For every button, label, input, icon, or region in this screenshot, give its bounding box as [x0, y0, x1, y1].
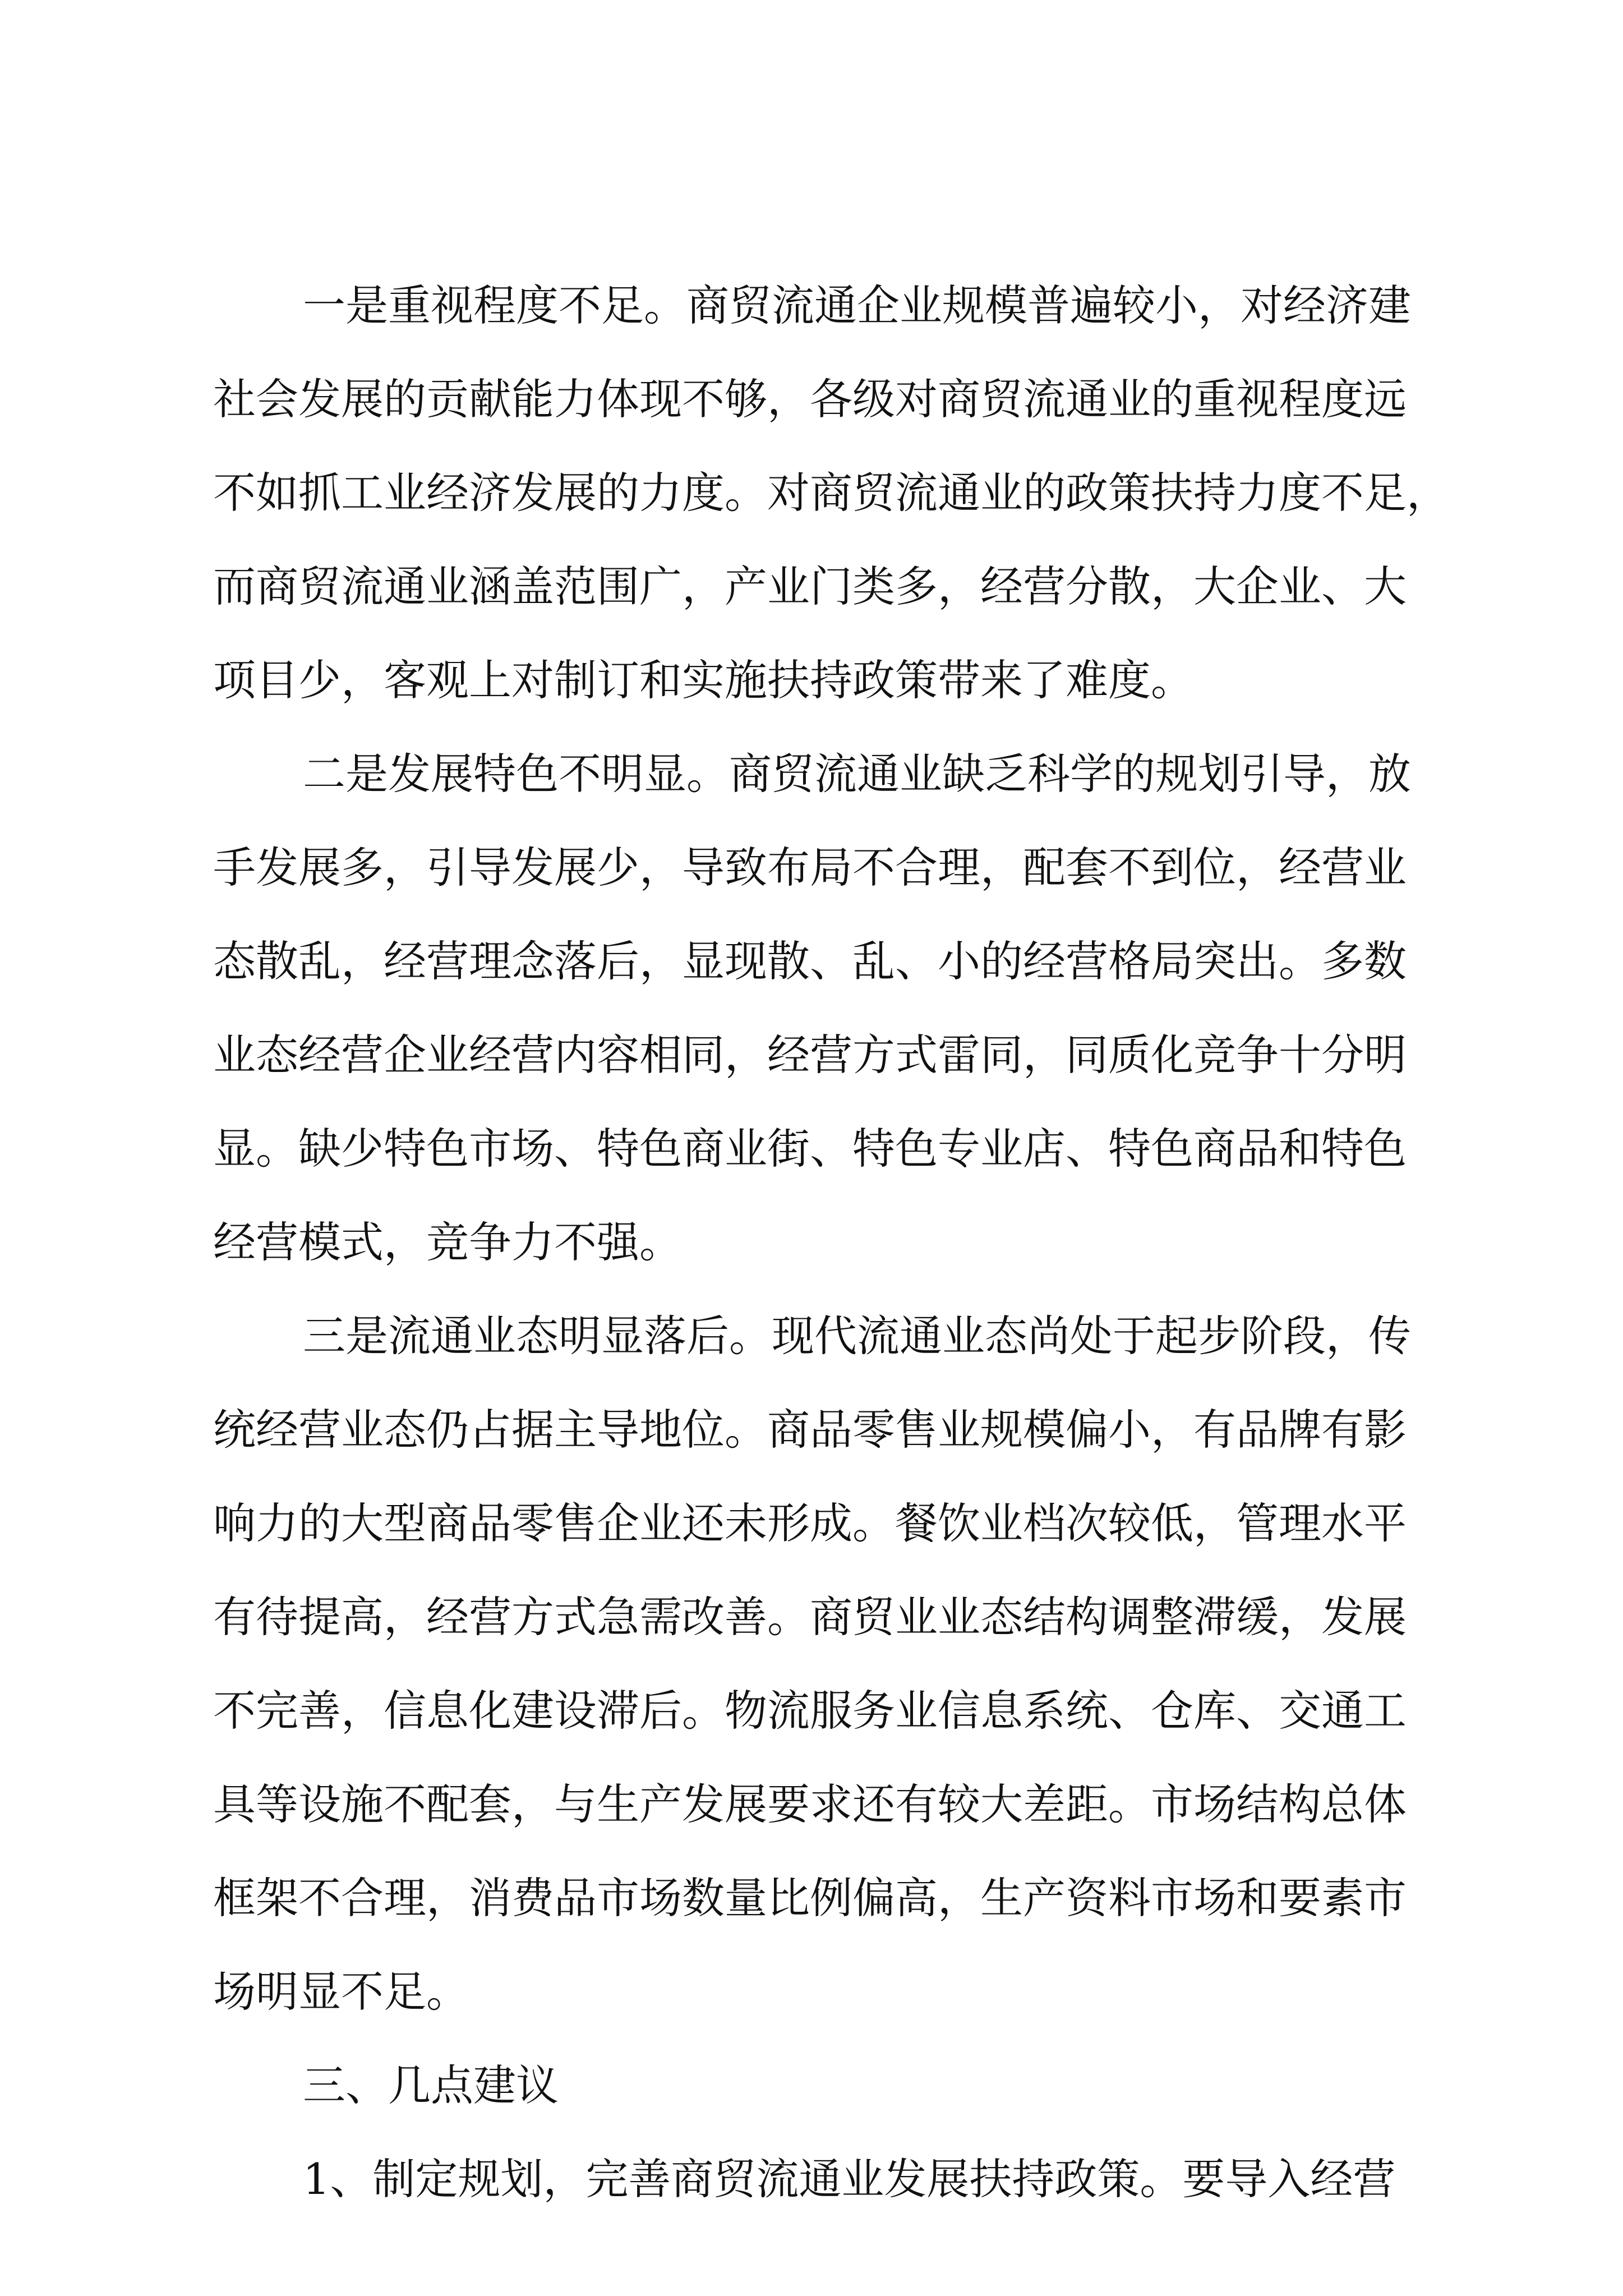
paragraph-line: 而商贸流通业涵盖范围广，产业门类多，经营分散，大企业、大 — [213, 562, 1407, 611]
paragraph-line: 统经营业态仍占据主导地位。商品零售业规模偏小，有品牌有影 — [213, 1405, 1407, 1455]
paragraph-line: 社会发展的贡献能力体现不够，各级对商贸流通业的重视程度远 — [213, 374, 1407, 424]
paragraph-line: 框架不合理，消费品市场数量比例偏高，生产资料市场和要素市 — [213, 1873, 1407, 1923]
paragraph-line: 态散乱，经营理念落后，显现散、乱、小的经营格局突出。多数 — [213, 936, 1407, 986]
paragraph-line: 具等设施不配套，与生产发展要求还有较大差距。市场结构总体 — [213, 1779, 1407, 1829]
paragraph-line: 经营模式，竞争力不强。 — [213, 1217, 682, 1267]
paragraph-line: 项目少，客观上对制订和实施扶持政策带来了难度。 — [213, 655, 1193, 705]
paragraph-line: 不如抓工业经济发展的力度。对商贸流通业的政策扶持力度不足， — [213, 468, 1449, 518]
paragraph-line: 不完善，信息化建设滞后。物流服务业信息系统、仓库、交通工 — [213, 1686, 1407, 1736]
paragraph-line: 1、制定规划，完善商贸流通业发展扶持政策。要导入经营 — [303, 2154, 1396, 2204]
section-heading: 三、几点建议 — [303, 2060, 559, 2110]
paragraph-line: 二是发展特色不明显。商贸流通业缺乏科学的规划引导，放 — [303, 749, 1411, 799]
paragraph-line: 业态经营企业经营内容相同，经营方式雷同，同质化竞争十分明 — [213, 1030, 1407, 1080]
paragraph-line: 一是重视程度不足。商贸流通企业规模普遍较小，对经济建 — [303, 280, 1411, 330]
paragraph-line: 响力的大型商品零售企业还未形成。餐饮业档次较低，管理水平 — [213, 1498, 1407, 1548]
paragraph-line: 场明显不足。 — [213, 1967, 469, 2017]
paragraph-line: 显。缺少特色市场、特色商业街、特色专业店、特色商品和特色 — [213, 1124, 1407, 1174]
paragraph-line: 三是流通业态明显落后。现代流通业态尚处于起步阶段，传 — [303, 1311, 1411, 1361]
paragraph-line: 手发展多，引导发展少，导致布局不合理，配套不到位，经营业 — [213, 843, 1407, 892]
paragraph-line: 有待提高，经营方式急需改善。商贸业业态结构调整滞缓，发展 — [213, 1592, 1407, 1642]
